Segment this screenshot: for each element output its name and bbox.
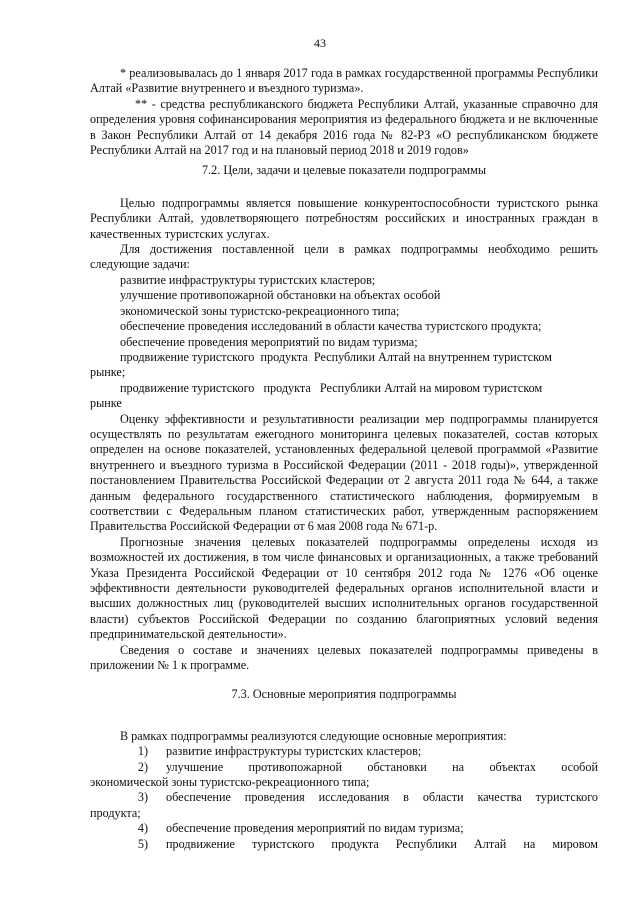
activity-item: [90, 790, 598, 805]
activity-continuation: продукта;: [90, 805, 141, 820]
task-item: развитие инфраструктуры туристских кластеров;: [120, 272, 376, 287]
forecast-paragraph: Прогнозные значения целевых показателей подпрограммы определены исходя из возможностей их достижения, в том числе финансовых и организационных, а также требований Указа Президента Российской Федерации от 10 сентября 2012 года № 1276 «Об оценке эффективности деятельности руководителей федеральных органов исполнительной власти и высших должностных лиц (руководителей высших исполнительных органов государственной власти) субъектов Российской Федерации по созданию благоприятных условий ведения предпринимательской деятельности».: [90, 534, 598, 642]
evaluation-paragraph: Оценку эффективности и результативности реализации мер подпрограммы планируется осуществлять по результатам ежегодного мониторинга целевых показателей, состав которых определен на основе показателей, установленных федеральной целевой программой «Развитие внутреннего и въездного туризма в Российской Федерации (2011 - 2018 годы)», утвержденной постановлением Правительства Российской Федерации от 2 августа 2011 года № 644, а также данным федерального государственного статистического наблюдения, формируемым в соответствии с Федеральным планом статистических работ, утвержденным распоряжением Правительства Российской Федерации от 6 мая 2008 года № 671-р.: [90, 411, 598, 534]
tasks-intro: Для достижения поставленной цели в рамках подпрограммы необходимо решить следующие задачи:: [90, 242, 598, 272]
task-item: продвижение туристского продукта Республики Алтай на внутреннем туристском: [120, 349, 552, 364]
activity-continuation: экономической зоны туристско-рекреационного типа;: [90, 775, 370, 790]
page-body: [90, 66, 598, 852]
task-item: обеспечение проведения мероприятий по видам туризма;: [120, 334, 418, 349]
task-item: экономической зоны туристско-рекреационного типа;: [120, 303, 400, 318]
activity-number: 2): [137, 759, 149, 774]
activity-number: 3): [137, 790, 149, 805]
activity-text: обеспечение проведения исследования в области качества туристского: [166, 790, 598, 805]
activity-text: продвижение туристского продукта Республики Алтай на мировом: [166, 836, 598, 851]
section-heading-7-2: 7.2. Цели, задачи и целевые показатели подпрограммы: [201, 163, 487, 178]
activities-intro: В рамках подпрограммы реализуются следующие основные мероприятия:: [120, 728, 507, 743]
activity-number: 4): [137, 821, 149, 836]
footnote-1: * реализовывалась до 1 января 2017 года в рамках государственной программы Республики Алтай «Развитие внутреннего и въездного туризма».: [90, 66, 598, 96]
goal-paragraph: Целью подпрограммы является повышение конкурентоспособности туристского рынка Республики Алтай, удовлетворяющего потребностям российских и иностранных граждан в качественных туристских услугах.: [90, 195, 598, 241]
task-item: обеспечение проведения исследований в области качества туристского продукта;: [120, 319, 542, 334]
activity-item: [90, 837, 598, 852]
section-heading-7-3: 7.3. Основные мероприятия подпрограммы: [231, 687, 457, 702]
activity-text: обеспечение проведения мероприятий по видам туризма;: [166, 821, 464, 836]
activity-text: развитие инфраструктуры туристских кластеров;: [166, 744, 422, 759]
task-item-continuation: рынке;: [90, 365, 126, 380]
footnote-2: ** - средства республиканского бюджета Республики Алтай, указанные справочно для определения уровня софинансирования мероприятия из федерального бюджета и не включенные в Закон Республики Алтай от 14 декабря 2016 года № 82-РЗ «О республиканском бюджете Республики Алтай на 2017 год и на плановый период 2018 и 2019 годов»: [90, 96, 598, 158]
task-item: улучшение противопожарной обстановки на объектах особой: [120, 288, 441, 303]
activity-text: улучшение противопожарной обстановки на объектах особой: [166, 759, 598, 774]
appendix-paragraph: Сведения о составе и значениях целевых показателей подпрограммы приведены в приложении № 1 к программе.: [90, 642, 598, 673]
page-number: 43: [314, 36, 326, 50]
activity-item: [90, 821, 598, 836]
task-item-continuation: рынке: [90, 396, 122, 411]
activity-number: 5): [137, 836, 149, 851]
task-item: продвижение туристского продукта Республики Алтай на мировом туристском: [120, 380, 543, 395]
activity-item: [90, 760, 598, 775]
activity-item: [90, 744, 598, 759]
activity-number: 1): [137, 744, 149, 759]
